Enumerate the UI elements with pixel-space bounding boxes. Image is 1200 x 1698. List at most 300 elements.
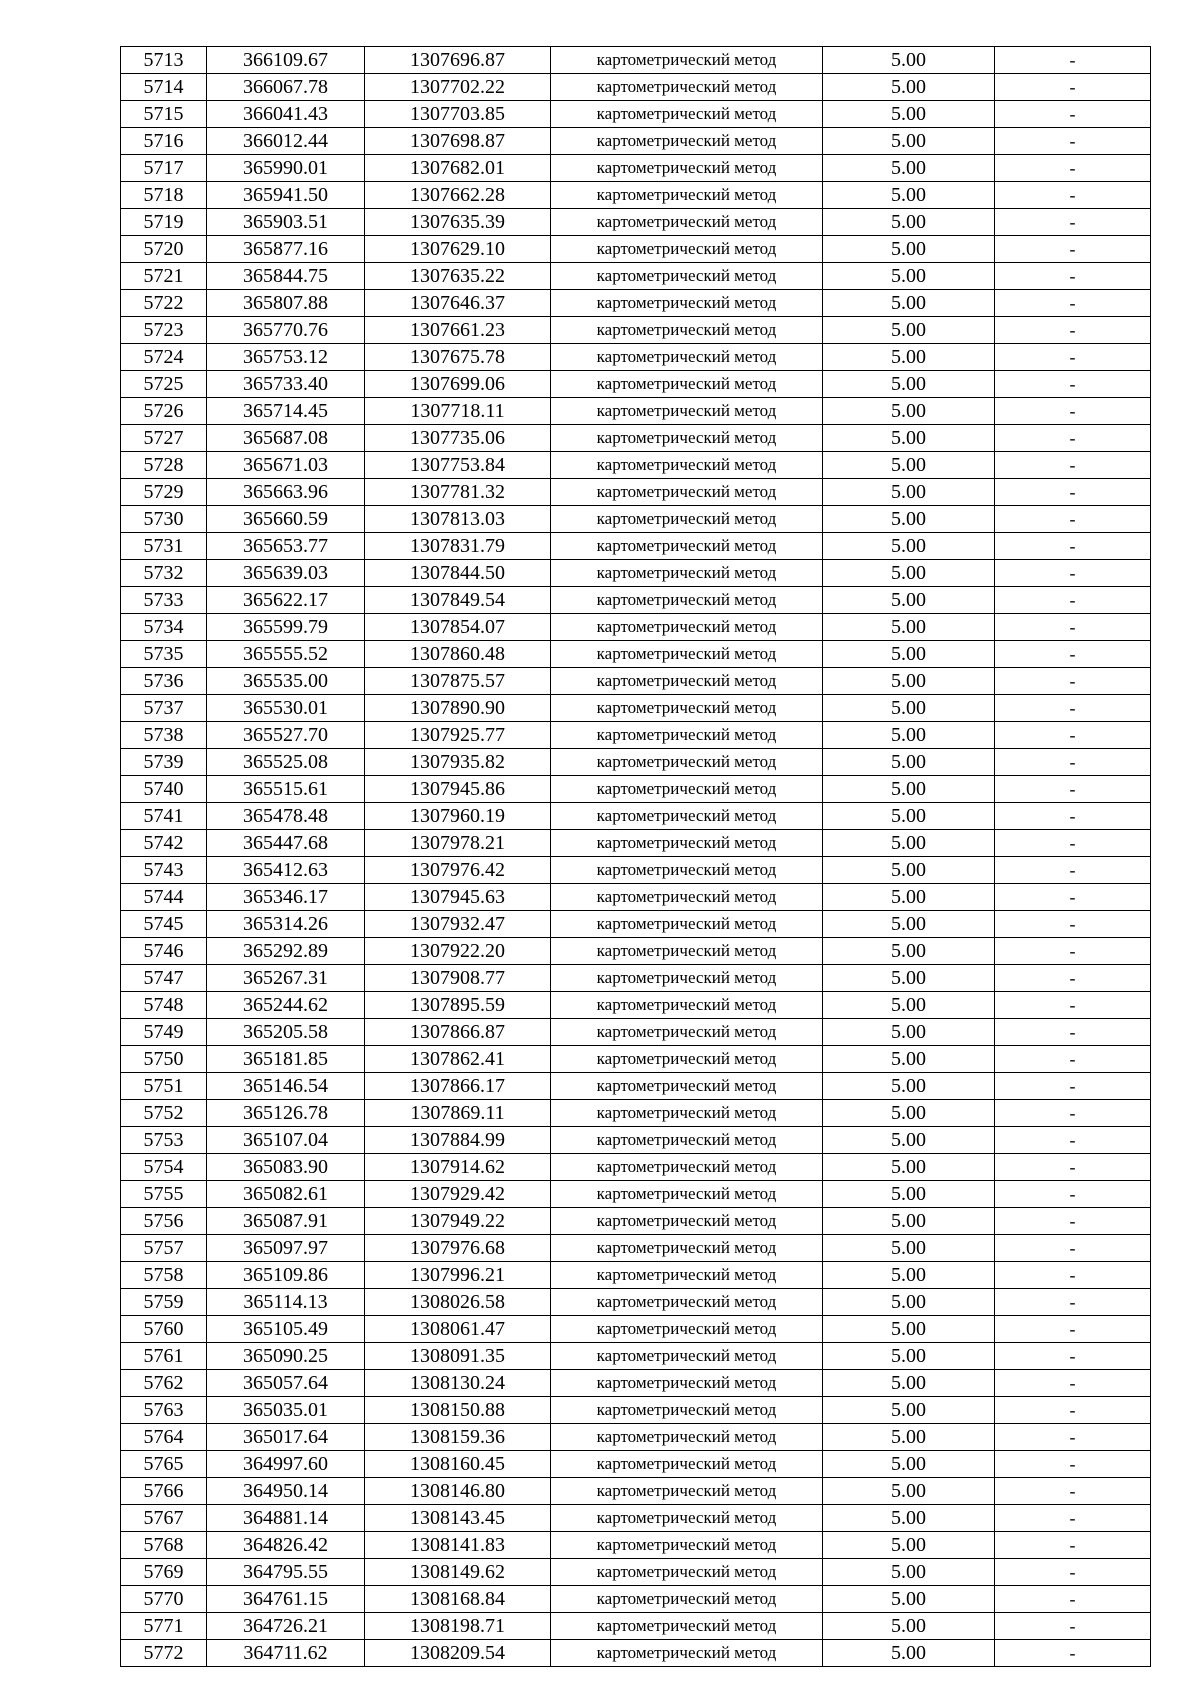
y-coordinate-cell: 1307844.50 <box>365 560 551 587</box>
method-cell: картометрический метод <box>551 1019 823 1046</box>
x-coordinate-cell: 365146.54 <box>207 1073 365 1100</box>
table-row <box>121 938 1151 965</box>
note-cell: - <box>995 1586 1151 1613</box>
note-cell: - <box>995 506 1151 533</box>
method-cell: картометрический метод <box>551 857 823 884</box>
x-coordinate-cell: 365844.75 <box>207 263 365 290</box>
note-cell: - <box>995 992 1151 1019</box>
table-row <box>121 1559 1151 1586</box>
note-cell: - <box>995 830 1151 857</box>
x-coordinate-cell: 365653.77 <box>207 533 365 560</box>
y-coordinate-cell: 1307813.03 <box>365 506 551 533</box>
accuracy-cell: 5.00 <box>823 695 995 722</box>
table-row <box>121 74 1151 101</box>
x-coordinate-cell: 365770.76 <box>207 317 365 344</box>
accuracy-cell: 5.00 <box>823 182 995 209</box>
method-cell: картометрический метод <box>551 74 823 101</box>
x-coordinate-cell: 364826.42 <box>207 1532 365 1559</box>
y-coordinate-cell: 1307929.42 <box>365 1181 551 1208</box>
x-coordinate-cell: 365083.90 <box>207 1154 365 1181</box>
method-cell: картометрический метод <box>551 776 823 803</box>
point-number-cell: 5769 <box>121 1559 207 1586</box>
x-coordinate-cell: 364726.21 <box>207 1613 365 1640</box>
table-row <box>121 614 1151 641</box>
coordinates-table <box>120 46 1151 1667</box>
note-cell: - <box>995 749 1151 776</box>
accuracy-cell: 5.00 <box>823 398 995 425</box>
note-cell: - <box>995 884 1151 911</box>
note-cell: - <box>995 47 1151 74</box>
y-coordinate-cell: 1308026.58 <box>365 1289 551 1316</box>
y-coordinate-cell: 1307914.62 <box>365 1154 551 1181</box>
accuracy-cell: 5.00 <box>823 452 995 479</box>
method-cell: картометрический метод <box>551 344 823 371</box>
accuracy-cell: 5.00 <box>823 47 995 74</box>
note-cell: - <box>995 74 1151 101</box>
note-cell: - <box>995 695 1151 722</box>
table-row <box>121 1424 1151 1451</box>
x-coordinate-cell: 365181.85 <box>207 1046 365 1073</box>
point-number-cell: 5742 <box>121 830 207 857</box>
point-number-cell: 5736 <box>121 668 207 695</box>
accuracy-cell: 5.00 <box>823 533 995 560</box>
method-cell: картометрический метод <box>551 155 823 182</box>
y-coordinate-cell: 1307646.37 <box>365 290 551 317</box>
y-coordinate-cell: 1308198.71 <box>365 1613 551 1640</box>
point-number-cell: 5724 <box>121 344 207 371</box>
y-coordinate-cell: 1307849.54 <box>365 587 551 614</box>
point-number-cell: 5750 <box>121 1046 207 1073</box>
method-cell: картометрический метод <box>551 1397 823 1424</box>
x-coordinate-cell: 365622.17 <box>207 587 365 614</box>
x-coordinate-cell: 365941.50 <box>207 182 365 209</box>
note-cell: - <box>995 1397 1151 1424</box>
method-cell: картометрический метод <box>551 1343 823 1370</box>
table-row <box>121 479 1151 506</box>
accuracy-cell: 5.00 <box>823 587 995 614</box>
method-cell: картометрический метод <box>551 371 823 398</box>
x-coordinate-cell: 365515.61 <box>207 776 365 803</box>
method-cell: картометрический метод <box>551 47 823 74</box>
accuracy-cell: 5.00 <box>823 668 995 695</box>
method-cell: картометрический метод <box>551 1127 823 1154</box>
method-cell: картометрический метод <box>551 398 823 425</box>
method-cell: картометрический метод <box>551 1073 823 1100</box>
y-coordinate-cell: 1307831.79 <box>365 533 551 560</box>
note-cell: - <box>995 1532 1151 1559</box>
point-number-cell: 5751 <box>121 1073 207 1100</box>
method-cell: картометрический метод <box>551 263 823 290</box>
note-cell: - <box>995 155 1151 182</box>
table-row <box>121 1208 1151 1235</box>
accuracy-cell: 5.00 <box>823 803 995 830</box>
method-cell: картометрический метод <box>551 317 823 344</box>
note-cell: - <box>995 1316 1151 1343</box>
accuracy-cell: 5.00 <box>823 1586 995 1613</box>
table-row <box>121 992 1151 1019</box>
point-number-cell: 5760 <box>121 1316 207 1343</box>
note-cell: - <box>995 1478 1151 1505</box>
accuracy-cell: 5.00 <box>823 992 995 1019</box>
table-row <box>121 506 1151 533</box>
method-cell: картометрический метод <box>551 722 823 749</box>
note-cell: - <box>995 1505 1151 1532</box>
table-row <box>121 776 1151 803</box>
y-coordinate-cell: 1308160.45 <box>365 1451 551 1478</box>
point-number-cell: 5738 <box>121 722 207 749</box>
accuracy-cell: 5.00 <box>823 1100 995 1127</box>
accuracy-cell: 5.00 <box>823 1235 995 1262</box>
accuracy-cell: 5.00 <box>823 1478 995 1505</box>
note-cell: - <box>995 560 1151 587</box>
accuracy-cell: 5.00 <box>823 1613 995 1640</box>
method-cell: картометрический метод <box>551 992 823 1019</box>
method-cell: картометрический метод <box>551 1154 823 1181</box>
method-cell: картометрический метод <box>551 101 823 128</box>
note-cell: - <box>995 236 1151 263</box>
point-number-cell: 5727 <box>121 425 207 452</box>
method-cell: картометрический метод <box>551 641 823 668</box>
accuracy-cell: 5.00 <box>823 209 995 236</box>
method-cell: картометрический метод <box>551 1262 823 1289</box>
point-number-cell: 5730 <box>121 506 207 533</box>
accuracy-cell: 5.00 <box>823 1127 995 1154</box>
table-row <box>121 965 1151 992</box>
x-coordinate-cell: 365346.17 <box>207 884 365 911</box>
y-coordinate-cell: 1308143.45 <box>365 1505 551 1532</box>
y-coordinate-cell: 1308159.36 <box>365 1424 551 1451</box>
note-cell: - <box>995 1289 1151 1316</box>
y-coordinate-cell: 1307875.57 <box>365 668 551 695</box>
note-cell: - <box>995 614 1151 641</box>
accuracy-cell: 5.00 <box>823 1397 995 1424</box>
y-coordinate-cell: 1308061.47 <box>365 1316 551 1343</box>
x-coordinate-cell: 365087.91 <box>207 1208 365 1235</box>
y-coordinate-cell: 1307976.42 <box>365 857 551 884</box>
x-coordinate-cell: 365663.96 <box>207 479 365 506</box>
accuracy-cell: 5.00 <box>823 1343 995 1370</box>
accuracy-cell: 5.00 <box>823 128 995 155</box>
point-number-cell: 5717 <box>121 155 207 182</box>
accuracy-cell: 5.00 <box>823 1505 995 1532</box>
note-cell: - <box>995 182 1151 209</box>
y-coordinate-cell: 1307635.22 <box>365 263 551 290</box>
point-number-cell: 5762 <box>121 1370 207 1397</box>
x-coordinate-cell: 365109.86 <box>207 1262 365 1289</box>
accuracy-cell: 5.00 <box>823 614 995 641</box>
x-coordinate-cell: 365530.01 <box>207 695 365 722</box>
point-number-cell: 5719 <box>121 209 207 236</box>
coordinates-table-body <box>121 47 1151 1667</box>
point-number-cell: 5745 <box>121 911 207 938</box>
x-coordinate-cell: 365807.88 <box>207 290 365 317</box>
accuracy-cell: 5.00 <box>823 830 995 857</box>
table-row <box>121 1100 1151 1127</box>
note-cell: - <box>995 1100 1151 1127</box>
table-row <box>121 1370 1151 1397</box>
note-cell: - <box>995 533 1151 560</box>
table-row <box>121 101 1151 128</box>
point-number-cell: 5746 <box>121 938 207 965</box>
point-number-cell: 5766 <box>121 1478 207 1505</box>
y-coordinate-cell: 1308141.83 <box>365 1532 551 1559</box>
y-coordinate-cell: 1307866.87 <box>365 1019 551 1046</box>
note-cell: - <box>995 1640 1151 1667</box>
point-number-cell: 5729 <box>121 479 207 506</box>
table-row <box>121 560 1151 587</box>
method-cell: картометрический метод <box>551 884 823 911</box>
table-row <box>121 1289 1151 1316</box>
x-coordinate-cell: 365555.52 <box>207 641 365 668</box>
table-row <box>121 398 1151 425</box>
table-row <box>121 1640 1151 1667</box>
x-coordinate-cell: 365267.31 <box>207 965 365 992</box>
y-coordinate-cell: 1308168.84 <box>365 1586 551 1613</box>
point-number-cell: 5754 <box>121 1154 207 1181</box>
x-coordinate-cell: 365097.97 <box>207 1235 365 1262</box>
point-number-cell: 5739 <box>121 749 207 776</box>
accuracy-cell: 5.00 <box>823 1640 995 1667</box>
method-cell: картометрический метод <box>551 236 823 263</box>
x-coordinate-cell: 366012.44 <box>207 128 365 155</box>
x-coordinate-cell: 365660.59 <box>207 506 365 533</box>
y-coordinate-cell: 1307978.21 <box>365 830 551 857</box>
y-coordinate-cell: 1307945.86 <box>365 776 551 803</box>
accuracy-cell: 5.00 <box>823 506 995 533</box>
accuracy-cell: 5.00 <box>823 155 995 182</box>
point-number-cell: 5752 <box>121 1100 207 1127</box>
y-coordinate-cell: 1307869.11 <box>365 1100 551 1127</box>
x-coordinate-cell: 364795.55 <box>207 1559 365 1586</box>
table-row <box>121 1586 1151 1613</box>
point-number-cell: 5755 <box>121 1181 207 1208</box>
point-number-cell: 5768 <box>121 1532 207 1559</box>
accuracy-cell: 5.00 <box>823 857 995 884</box>
note-cell: - <box>995 128 1151 155</box>
x-coordinate-cell: 365114.13 <box>207 1289 365 1316</box>
note-cell: - <box>995 263 1151 290</box>
table-row <box>121 344 1151 371</box>
y-coordinate-cell: 1307996.21 <box>365 1262 551 1289</box>
accuracy-cell: 5.00 <box>823 1559 995 1586</box>
table-row <box>121 263 1151 290</box>
method-cell: картометрический метод <box>551 1046 823 1073</box>
x-coordinate-cell: 365107.04 <box>207 1127 365 1154</box>
x-coordinate-cell: 365205.58 <box>207 1019 365 1046</box>
y-coordinate-cell: 1307675.78 <box>365 344 551 371</box>
x-coordinate-cell: 365035.01 <box>207 1397 365 1424</box>
y-coordinate-cell: 1307949.22 <box>365 1208 551 1235</box>
method-cell: картометрический метод <box>551 938 823 965</box>
method-cell: картометрический метод <box>551 749 823 776</box>
accuracy-cell: 5.00 <box>823 1451 995 1478</box>
accuracy-cell: 5.00 <box>823 290 995 317</box>
accuracy-cell: 5.00 <box>823 1289 995 1316</box>
method-cell: картометрический метод <box>551 209 823 236</box>
method-cell: картометрический метод <box>551 1424 823 1451</box>
accuracy-cell: 5.00 <box>823 1154 995 1181</box>
note-cell: - <box>995 668 1151 695</box>
note-cell: - <box>995 1370 1151 1397</box>
point-number-cell: 5744 <box>121 884 207 911</box>
x-coordinate-cell: 365733.40 <box>207 371 365 398</box>
y-coordinate-cell: 1307682.01 <box>365 155 551 182</box>
method-cell: картометрический метод <box>551 290 823 317</box>
note-cell: - <box>995 1046 1151 1073</box>
point-number-cell: 5716 <box>121 128 207 155</box>
note-cell: - <box>995 101 1151 128</box>
method-cell: картометрический метод <box>551 1640 823 1667</box>
table-row <box>121 182 1151 209</box>
table-row <box>121 911 1151 938</box>
note-cell: - <box>995 803 1151 830</box>
accuracy-cell: 5.00 <box>823 74 995 101</box>
point-number-cell: 5763 <box>121 1397 207 1424</box>
y-coordinate-cell: 1307702.22 <box>365 74 551 101</box>
accuracy-cell: 5.00 <box>823 641 995 668</box>
table-row <box>121 1343 1151 1370</box>
note-cell: - <box>995 857 1151 884</box>
x-coordinate-cell: 365877.16 <box>207 236 365 263</box>
table-row <box>121 641 1151 668</box>
accuracy-cell: 5.00 <box>823 938 995 965</box>
x-coordinate-cell: 366067.78 <box>207 74 365 101</box>
y-coordinate-cell: 1307699.06 <box>365 371 551 398</box>
point-number-cell: 5741 <box>121 803 207 830</box>
x-coordinate-cell: 366109.67 <box>207 47 365 74</box>
note-cell: - <box>995 1019 1151 1046</box>
y-coordinate-cell: 1308091.35 <box>365 1343 551 1370</box>
accuracy-cell: 5.00 <box>823 1019 995 1046</box>
note-cell: - <box>995 425 1151 452</box>
point-number-cell: 5772 <box>121 1640 207 1667</box>
table-row <box>121 587 1151 614</box>
method-cell: картометрический метод <box>551 506 823 533</box>
x-coordinate-cell: 365082.61 <box>207 1181 365 1208</box>
y-coordinate-cell: 1307960.19 <box>365 803 551 830</box>
point-number-cell: 5722 <box>121 290 207 317</box>
x-coordinate-cell: 365599.79 <box>207 614 365 641</box>
note-cell: - <box>995 452 1151 479</box>
method-cell: картометрический метод <box>551 1505 823 1532</box>
y-coordinate-cell: 1307925.77 <box>365 722 551 749</box>
table-row <box>121 1505 1151 1532</box>
method-cell: картометрический метод <box>551 560 823 587</box>
note-cell: - <box>995 398 1151 425</box>
accuracy-cell: 5.00 <box>823 479 995 506</box>
table-row <box>121 317 1151 344</box>
method-cell: картометрический метод <box>551 1370 823 1397</box>
y-coordinate-cell: 1307635.39 <box>365 209 551 236</box>
method-cell: картометрический метод <box>551 1316 823 1343</box>
y-coordinate-cell: 1307862.41 <box>365 1046 551 1073</box>
table-row <box>121 371 1151 398</box>
note-cell: - <box>995 1208 1151 1235</box>
y-coordinate-cell: 1308146.80 <box>365 1478 551 1505</box>
note-cell: - <box>995 371 1151 398</box>
table-row <box>121 1532 1151 1559</box>
method-cell: картометрический метод <box>551 965 823 992</box>
table-row <box>121 830 1151 857</box>
method-cell: картометрический метод <box>551 614 823 641</box>
table-row <box>121 1235 1151 1262</box>
method-cell: картометрический метод <box>551 425 823 452</box>
note-cell: - <box>995 722 1151 749</box>
y-coordinate-cell: 1307629.10 <box>365 236 551 263</box>
method-cell: картометрический метод <box>551 803 823 830</box>
note-cell: - <box>995 1451 1151 1478</box>
table-row <box>121 1262 1151 1289</box>
note-cell: - <box>995 1235 1151 1262</box>
y-coordinate-cell: 1307976.68 <box>365 1235 551 1262</box>
y-coordinate-cell: 1307935.82 <box>365 749 551 776</box>
note-cell: - <box>995 344 1151 371</box>
x-coordinate-cell: 365057.64 <box>207 1370 365 1397</box>
accuracy-cell: 5.00 <box>823 1046 995 1073</box>
method-cell: картометрический метод <box>551 1532 823 1559</box>
accuracy-cell: 5.00 <box>823 1424 995 1451</box>
point-number-cell: 5733 <box>121 587 207 614</box>
table-row <box>121 803 1151 830</box>
accuracy-cell: 5.00 <box>823 344 995 371</box>
point-number-cell: 5734 <box>121 614 207 641</box>
point-number-cell: 5764 <box>121 1424 207 1451</box>
point-number-cell: 5770 <box>121 1586 207 1613</box>
x-coordinate-cell: 365639.03 <box>207 560 365 587</box>
accuracy-cell: 5.00 <box>823 1532 995 1559</box>
table-row <box>121 533 1151 560</box>
x-coordinate-cell: 365412.63 <box>207 857 365 884</box>
y-coordinate-cell: 1307781.32 <box>365 479 551 506</box>
y-coordinate-cell: 1307696.87 <box>365 47 551 74</box>
y-coordinate-cell: 1307884.99 <box>365 1127 551 1154</box>
table-row <box>121 1451 1151 1478</box>
method-cell: картометрический метод <box>551 1451 823 1478</box>
note-cell: - <box>995 1073 1151 1100</box>
note-cell: - <box>995 1154 1151 1181</box>
x-coordinate-cell: 365527.70 <box>207 722 365 749</box>
note-cell: - <box>995 1181 1151 1208</box>
table-row <box>121 236 1151 263</box>
point-number-cell: 5743 <box>121 857 207 884</box>
x-coordinate-cell: 365314.26 <box>207 911 365 938</box>
note-cell: - <box>995 290 1151 317</box>
y-coordinate-cell: 1307932.47 <box>365 911 551 938</box>
point-number-cell: 5715 <box>121 101 207 128</box>
point-number-cell: 5748 <box>121 992 207 1019</box>
method-cell: картометрический метод <box>551 533 823 560</box>
accuracy-cell: 5.00 <box>823 1073 995 1100</box>
y-coordinate-cell: 1307895.59 <box>365 992 551 1019</box>
note-cell: - <box>995 587 1151 614</box>
accuracy-cell: 5.00 <box>823 236 995 263</box>
accuracy-cell: 5.00 <box>823 1316 995 1343</box>
method-cell: картометрический метод <box>551 128 823 155</box>
x-coordinate-cell: 365126.78 <box>207 1100 365 1127</box>
x-coordinate-cell: 364997.60 <box>207 1451 365 1478</box>
method-cell: картометрический метод <box>551 1586 823 1613</box>
x-coordinate-cell: 364711.62 <box>207 1640 365 1667</box>
accuracy-cell: 5.00 <box>823 1181 995 1208</box>
table-row <box>121 47 1151 74</box>
note-cell: - <box>995 479 1151 506</box>
method-cell: картометрический метод <box>551 182 823 209</box>
accuracy-cell: 5.00 <box>823 911 995 938</box>
method-cell: картометрический метод <box>551 911 823 938</box>
y-coordinate-cell: 1307860.48 <box>365 641 551 668</box>
method-cell: картометрический метод <box>551 1181 823 1208</box>
point-number-cell: 5749 <box>121 1019 207 1046</box>
